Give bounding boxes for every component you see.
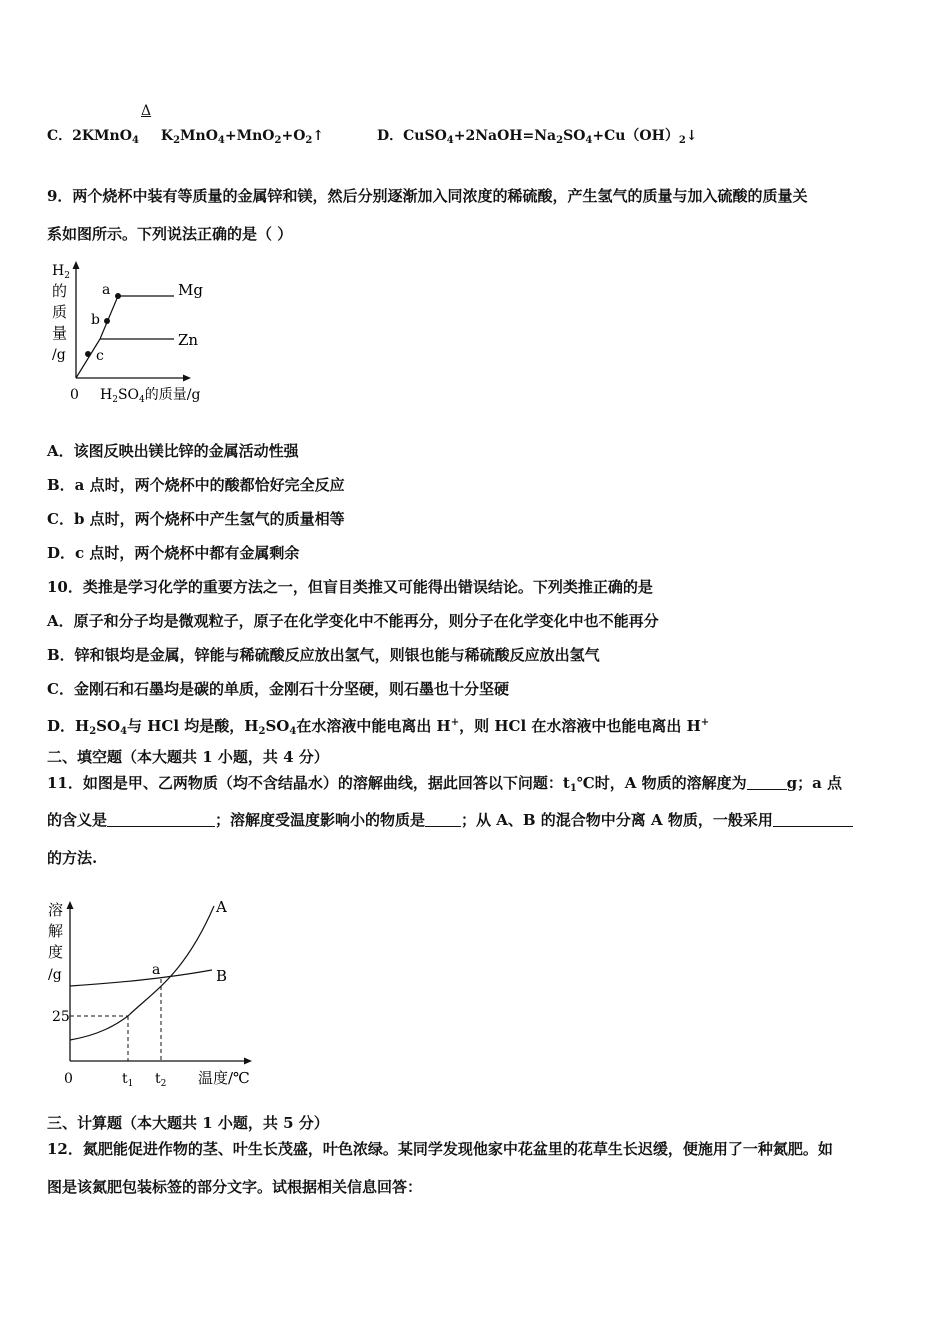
q11-blank-1[interactable] bbox=[747, 774, 787, 790]
section3-heading: 三、计算题（本大题共 1 小题，共 5 分） bbox=[47, 1114, 329, 1132]
q11-point-a: a bbox=[152, 962, 161, 978]
q9-series-zn: Zn bbox=[178, 331, 199, 349]
q9-xlabel: $H_2SO_4$的质量/g bbox=[100, 387, 201, 405]
q9-point-c-label: c bbox=[96, 348, 104, 364]
q11-line3: 的方法. bbox=[47, 849, 98, 867]
q11-series-a: A bbox=[216, 898, 227, 916]
q8-option-c[interactable]: C．2KMnO$_4$ $K_2MnO_4+MnO_2+O_2↑$ bbox=[47, 128, 325, 146]
q9-option-c[interactable]: C．b 点时，两个烧杯中产生氢气的质量相等 bbox=[47, 510, 345, 528]
q11-ylabel-4: /g bbox=[48, 967, 62, 983]
q11-line1: 11．如图是甲、乙两物质（均不含结晶水）的溶解曲线，据此回答以下问题：$t_1℃$时，A 物质的溶解度为 g；a 点 bbox=[47, 774, 843, 794]
q11-ylabel-2: 解 bbox=[48, 922, 64, 940]
q9-ylabel-3: 质 bbox=[52, 303, 68, 321]
q11-blank-2[interactable] bbox=[107, 811, 215, 827]
q11-curve-b bbox=[70, 970, 212, 986]
q9-stem-line1: 9．两个烧杯中装有等质量的金属锌和镁，然后分别逐渐加入同浓度的稀硫酸，产生氢气的质量与加入硫酸的质量关 bbox=[47, 187, 808, 205]
q11-xtick-t2: $t_2$ bbox=[155, 1071, 167, 1089]
q10-option-d[interactable]: D．$H_2SO_4$与 HCl 均是酸，$H_2SO_4$在水溶液中能电离出 H+，则 HCl 在水溶液中也能电离出 H+ bbox=[47, 717, 710, 737]
q9-option-a[interactable]: A．该图反映出镁比锌的金属活动性强 bbox=[47, 442, 299, 460]
q9-point-b-dot bbox=[104, 318, 110, 324]
section2-heading: 二、填空题（本大题共 1 小题，共 4 分） bbox=[47, 748, 329, 766]
q9-option-d[interactable]: D．c 点时，两个烧杯中都有金属剩余 bbox=[47, 544, 300, 562]
q10-stem: 10．类推是学习化学的重要方法之一，但盲目类推又可能得出错误结论。下列类推正确的是 bbox=[47, 578, 653, 596]
q9-point-a-label: a bbox=[102, 282, 111, 298]
q11-xtick-t1: $t_1$ bbox=[122, 1071, 134, 1089]
q9-hydrogen-chart bbox=[46, 258, 226, 408]
q11-blank-4[interactable] bbox=[773, 811, 853, 827]
q10-option-b[interactable]: B．锌和银均是金属，锌能与稀硫酸反应放出氢气，则银也能与稀硫酸反应放出氢气 bbox=[47, 646, 600, 664]
q9-series-mg: Mg bbox=[178, 281, 203, 299]
q9-point-c-dot bbox=[85, 351, 91, 357]
q9-ylabel-2: 的 bbox=[52, 282, 68, 300]
q11-y-arrow bbox=[67, 901, 74, 909]
q9-stem-line2: 系如图所示。下列说法正确的是（ ） bbox=[47, 225, 293, 243]
delta-symbol: Δ bbox=[141, 103, 152, 119]
q11-ylabel-1: 溶 bbox=[48, 901, 64, 919]
q12-line2: 图是该氮肥包装标签的部分文字。试根据相关信息回答： bbox=[47, 1178, 423, 1196]
q11-ylabel-3: 度 bbox=[48, 943, 64, 961]
q9-option-b[interactable]: B．a 点时，两个烧杯中的酸都恰好完全反应 bbox=[47, 476, 345, 494]
q11-line2: 的含义是 ；溶解度受温度影响小的物质是 ；从 A、B 的混合物中分离 A 物质，一般采用 bbox=[47, 810, 853, 830]
q9-point-a-dot bbox=[115, 293, 121, 299]
q9-y-arrow bbox=[73, 261, 80, 269]
q11-ytick-25: 25 bbox=[52, 1009, 70, 1025]
q9-ylabel-5: /g bbox=[52, 347, 66, 363]
q11-xlabel: 温度/℃ bbox=[198, 1069, 250, 1087]
q10-option-c[interactable]: C．金刚石和石墨均是碳的单质，金刚石十分坚硬，则石墨也十分坚硬 bbox=[47, 680, 509, 698]
q11-solubility-chart bbox=[44, 893, 264, 1093]
q11-blank-3[interactable] bbox=[425, 811, 461, 827]
q9-ylabel-1: $H_2$ bbox=[52, 263, 70, 281]
q11-x-arrow bbox=[244, 1058, 252, 1065]
q12-line1: 12．氮肥能促进作物的茎、叶生长茂盛，叶色浓绿。某同学发现他家中花盆里的花草生长迟缓，便施用了一种氮肥。如 bbox=[47, 1140, 833, 1158]
q9-ylabel-4: 量 bbox=[52, 324, 68, 342]
q9-point-b-label: b bbox=[91, 312, 100, 328]
q9-origin: 0 bbox=[70, 387, 79, 403]
q11-series-b: B bbox=[216, 967, 228, 985]
q11-origin: 0 bbox=[64, 1071, 73, 1087]
q8-option-d[interactable]: D．$CuSO_4+2NaOH=Na_2SO_4+Cu(OH)_2↓$ bbox=[377, 128, 698, 146]
q9-mg-line bbox=[100, 296, 118, 339]
q10-option-a[interactable]: A．原子和分子均是微观粒子，原子在化学变化中不能再分，则分子在化学变化中也不能再分 bbox=[47, 612, 659, 630]
q9-x-arrow bbox=[183, 375, 191, 382]
